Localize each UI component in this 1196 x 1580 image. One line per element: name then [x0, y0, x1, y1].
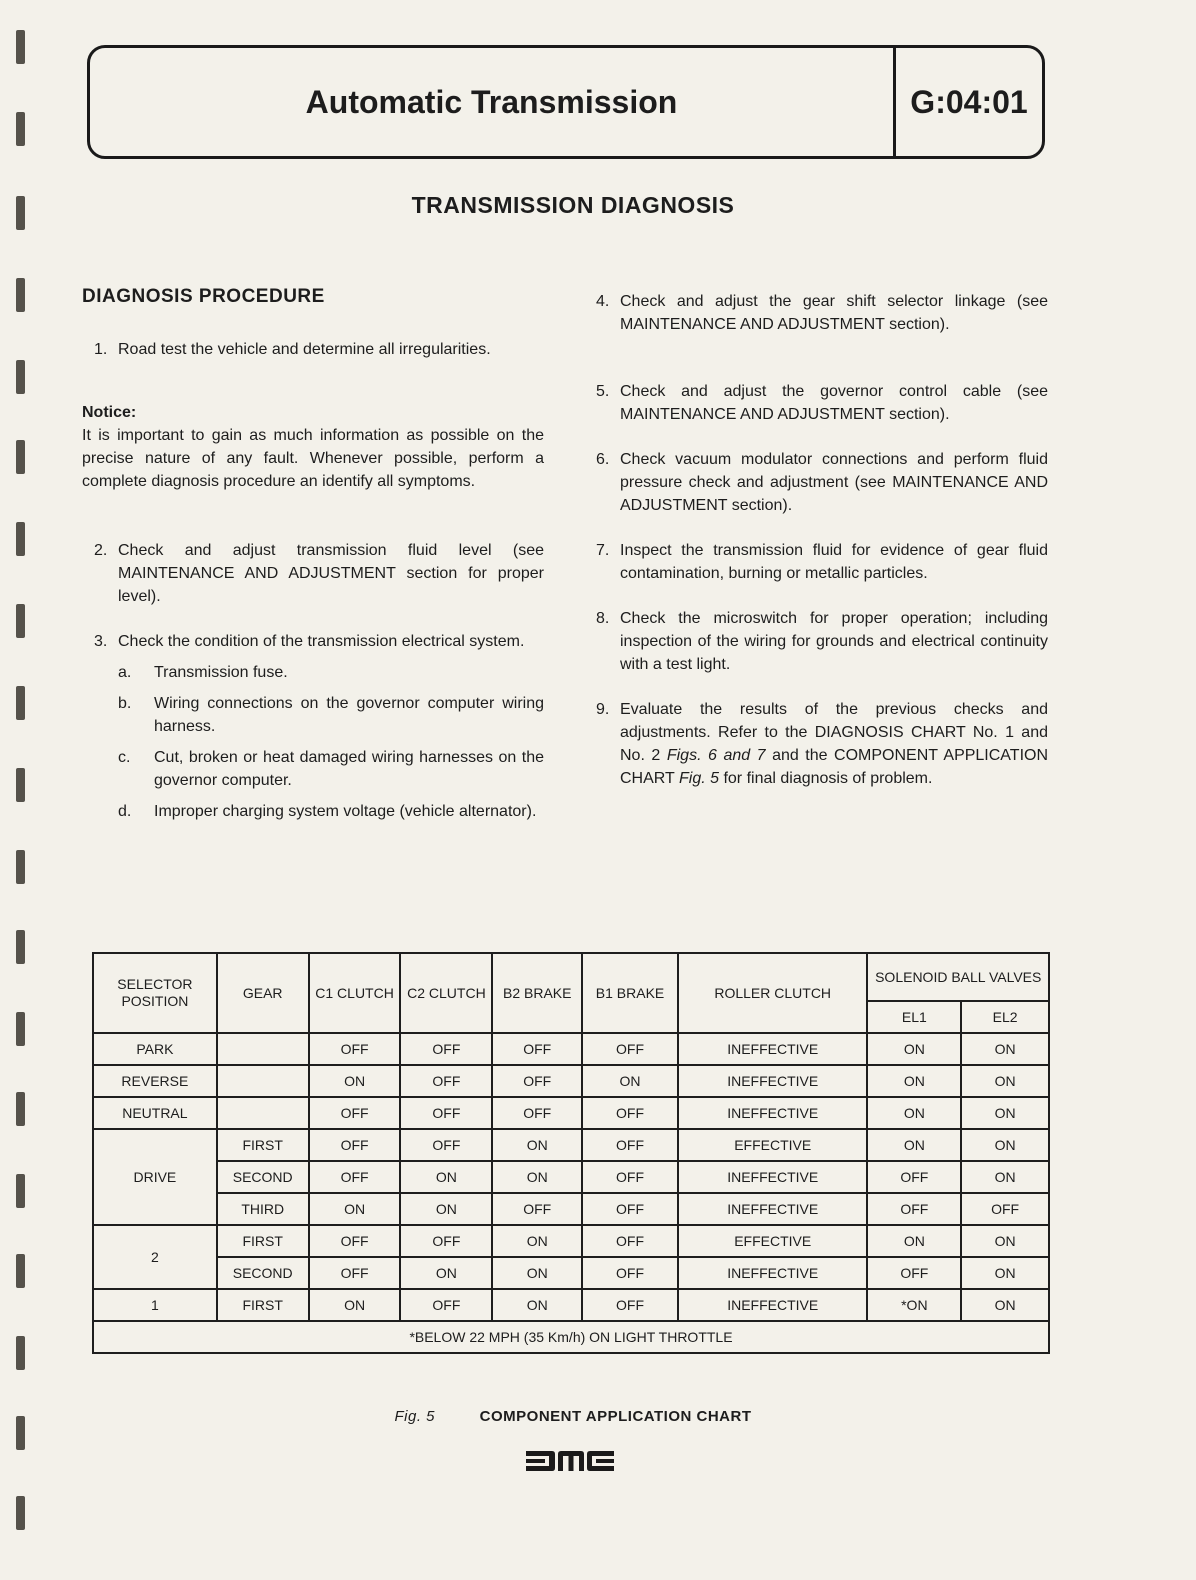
column-header: C1 CLUTCH: [309, 953, 401, 1033]
cell-c2: OFF: [400, 1033, 492, 1065]
cell-el1: OFF: [867, 1257, 961, 1289]
binder-hole: [16, 360, 25, 394]
component-application-table: [92, 952, 1050, 1354]
sub-item-text: Wiring connections on the governor computer wiring harness.: [154, 695, 544, 735]
cell-b2: OFF: [492, 1097, 582, 1129]
cell-c2: ON: [400, 1161, 492, 1193]
binder-hole: [16, 30, 25, 64]
left-column: [82, 285, 544, 823]
procedure-step: [596, 290, 1048, 336]
step-number: 3.: [94, 633, 108, 650]
cell-b2: ON: [492, 1129, 582, 1161]
binder-hole: [16, 1092, 25, 1126]
step-text: [620, 698, 1048, 790]
page-title: TRANSMISSION DIAGNOSIS: [411, 192, 735, 218]
cell-selector: DRIVE: [93, 1129, 217, 1225]
cell-gear: FIRST: [217, 1129, 309, 1161]
cell-roller: INEFFECTIVE: [678, 1161, 868, 1193]
column-header: SOLENOID BALL VALVES: [867, 953, 1049, 1001]
figure-number: Fig. 5: [394, 1408, 435, 1425]
cell-gear: FIRST: [217, 1289, 309, 1321]
cell-el2: ON: [961, 1289, 1049, 1321]
step-text: Check the microswitch for proper operation; including inspection of the wiring for grounds and electrical continuity with a test light.: [620, 610, 1048, 673]
cell-b1: OFF: [582, 1097, 678, 1129]
page-code: G:04:01: [910, 83, 1028, 120]
cell-c1: ON: [309, 1065, 401, 1097]
binder-hole: [16, 440, 25, 474]
cell-el2: ON: [961, 1161, 1049, 1193]
right-column: [596, 290, 1048, 790]
binder-hole: [16, 768, 25, 802]
table-row: [93, 1193, 1049, 1225]
binder-hole: [16, 1174, 25, 1208]
column-header: EL1: [867, 1001, 961, 1033]
cell-gear: [217, 1033, 309, 1065]
cell-el2: ON: [961, 1129, 1049, 1161]
step-text-part: and the COMPONENT APPLICATION CHART: [620, 747, 1049, 787]
figure-caption: [0, 1408, 1146, 1425]
cell-c1: OFF: [309, 1129, 401, 1161]
binder-hole: [16, 112, 25, 146]
cell-el1: *ON: [867, 1289, 961, 1321]
cell-el2: ON: [961, 1033, 1049, 1065]
cell-gear: [217, 1097, 309, 1129]
cell-el1: OFF: [867, 1193, 961, 1225]
procedure-step: [94, 338, 544, 361]
table-row: [93, 1033, 1049, 1065]
cell-b1: OFF: [582, 1129, 678, 1161]
sub-item-text: Cut, broken or heat damaged wiring harnesses on the governor computer.: [154, 749, 544, 789]
cell-el1: ON: [867, 1033, 961, 1065]
step-number: 6.: [596, 451, 610, 468]
step-number: 5.: [596, 383, 610, 400]
cell-b1: OFF: [582, 1033, 678, 1065]
cell-gear: SECOND: [217, 1161, 309, 1193]
cell-b1: OFF: [582, 1257, 678, 1289]
procedure-step: [94, 539, 544, 608]
figure-reference: Fig. 5: [678, 770, 719, 787]
cell-gear: FIRST: [217, 1225, 309, 1257]
column-header: B2 BRAKE: [492, 953, 582, 1033]
table-row: [93, 1161, 1049, 1193]
procedure-step: [596, 539, 1048, 585]
cell-c1: OFF: [309, 1097, 401, 1129]
cell-selector: NEUTRAL: [93, 1097, 217, 1129]
sub-item-text: Improper charging system voltage (vehicle alternator).: [154, 803, 537, 820]
cell-roller: INEFFECTIVE: [678, 1257, 868, 1289]
step-text: Check vacuum modulator connections and perform fluid pressure check and adjustment (see MAINTENANCE AND ADJUSTMENT section).: [620, 451, 1048, 514]
cell-b1: OFF: [582, 1193, 678, 1225]
cell-el1: ON: [867, 1097, 961, 1129]
cell-el1: ON: [867, 1065, 961, 1097]
cell-c2: OFF: [400, 1097, 492, 1129]
cell-b2: OFF: [492, 1033, 582, 1065]
cell-c2: OFF: [400, 1289, 492, 1321]
step-number: 4.: [596, 293, 610, 310]
sub-item: [118, 692, 544, 738]
step-number: 1.: [94, 341, 108, 358]
table-row: [93, 1097, 1049, 1129]
cell-el1: OFF: [867, 1161, 961, 1193]
step-number: 9.: [596, 701, 610, 718]
binder-hole: [16, 522, 25, 556]
cell-b1: OFF: [582, 1161, 678, 1193]
sub-item: [118, 800, 544, 823]
cell-gear: [217, 1065, 309, 1097]
figure-title: COMPONENT APPLICATION CHART: [479, 1408, 752, 1425]
binder-hole: [16, 1336, 25, 1370]
cell-el2: ON: [961, 1065, 1049, 1097]
sub-item: [118, 746, 544, 792]
sub-item-letter: a.: [118, 664, 132, 681]
cell-roller: INEFFECTIVE: [678, 1193, 868, 1225]
step-text-part: Evaluate the results of the previous checks and adjustments. Refer to the DIAGNOSIS CHART No. 1 and No. 2: [620, 701, 1048, 764]
table-row: [93, 1065, 1049, 1097]
cell-roller: INEFFECTIVE: [678, 1065, 868, 1097]
cell-roller: INEFFECTIVE: [678, 1289, 868, 1321]
cell-el2: ON: [961, 1257, 1049, 1289]
cell-roller: INEFFECTIVE: [678, 1097, 868, 1129]
cell-b2: OFF: [492, 1193, 582, 1225]
cell-c1: OFF: [309, 1033, 401, 1065]
column-header: EL2: [961, 1001, 1049, 1033]
cell-roller: EFFECTIVE: [678, 1225, 868, 1257]
step-number: 8.: [596, 610, 610, 627]
step-text: Check and adjust the governor control cable (see MAINTENANCE AND ADJUSTMENT section).: [620, 383, 1048, 423]
sub-item-text: Transmission fuse.: [154, 664, 288, 681]
procedure-step: [596, 448, 1048, 517]
cell-b2: ON: [492, 1225, 582, 1257]
cell-c1: ON: [309, 1193, 401, 1225]
step-number: 7.: [596, 542, 610, 559]
cell-c2: OFF: [400, 1225, 492, 1257]
binder-hole: [16, 686, 25, 720]
sub-item: [118, 661, 544, 684]
cell-roller: EFFECTIVE: [678, 1129, 868, 1161]
column-header: C2 CLUTCH: [400, 953, 492, 1033]
column-header: SELECTOR POSITION: [93, 953, 217, 1033]
procedure-step: [94, 630, 544, 653]
table-footnote-row: [93, 1321, 1049, 1353]
procedure-step: [596, 380, 1048, 426]
cell-c2: ON: [400, 1193, 492, 1225]
table-row: [93, 1225, 1049, 1257]
cell-el1: ON: [867, 1225, 961, 1257]
table-row: [93, 1129, 1049, 1161]
step-text: Inspect the transmission fluid for evidence of gear fluid contamination, burning or metallic particles.: [620, 542, 1048, 582]
cell-gear: THIRD: [217, 1193, 309, 1225]
cell-b1: OFF: [582, 1225, 678, 1257]
notice-label: Notice:: [82, 404, 137, 421]
cell-b1: ON: [582, 1065, 678, 1097]
cell-b2: OFF: [492, 1065, 582, 1097]
procedure-heading: DIAGNOSIS PROCEDURE: [82, 286, 325, 307]
notice: [82, 401, 544, 493]
table-footnote: *BELOW 22 MPH (35 Km/h) ON LIGHT THROTTLE: [93, 1321, 1049, 1353]
cell-c2: ON: [400, 1257, 492, 1289]
cell-b2: ON: [492, 1161, 582, 1193]
binder-hole: [16, 1254, 25, 1288]
cell-selector: REVERSE: [93, 1065, 217, 1097]
cell-el2: ON: [961, 1225, 1049, 1257]
cell-el2: OFF: [961, 1193, 1049, 1225]
procedure-step: [596, 607, 1048, 676]
dmc-logo-icon: [524, 1450, 616, 1472]
binder-hole: [16, 930, 25, 964]
cell-c1: OFF: [309, 1161, 401, 1193]
binder-hole: [16, 1496, 25, 1530]
table-row: [93, 1257, 1049, 1289]
step-text: Check and adjust the gear shift selector linkage (see MAINTENANCE AND ADJUSTMENT section).: [620, 293, 1048, 333]
binder-hole: [16, 1012, 25, 1046]
step-text: Check and adjust transmission fluid level (see MAINTENANCE AND ADJUSTMENT section for proper level).: [118, 542, 544, 605]
procedure-step: [596, 698, 1048, 790]
binder-hole: [16, 850, 25, 884]
binder-hole: [16, 604, 25, 638]
cell-selector: 2: [93, 1225, 217, 1289]
sub-item-letter: c.: [118, 749, 131, 766]
step-text: Road test the vehicle and determine all irregularities.: [118, 341, 491, 358]
section-title: Automatic Transmission: [305, 83, 678, 120]
cell-b2: ON: [492, 1257, 582, 1289]
figure-reference: Figs. 6 and 7: [666, 747, 766, 764]
column-header: B1 BRAKE: [582, 953, 678, 1033]
cell-el1: ON: [867, 1129, 961, 1161]
sub-item-letter: b.: [118, 695, 132, 712]
cell-c1: ON: [309, 1289, 401, 1321]
cell-c1: OFF: [309, 1257, 401, 1289]
notice-text: It is important to gain as much information as possible on the precise nature of any fault. Whenever possible, perform a complete diagnosis procedure an identify all symptoms.: [82, 427, 544, 490]
cell-el2: ON: [961, 1097, 1049, 1129]
cell-c2: OFF: [400, 1129, 492, 1161]
cell-selector: PARK: [93, 1033, 217, 1065]
table-row: [93, 1289, 1049, 1321]
cell-roller: INEFFECTIVE: [678, 1033, 868, 1065]
binder-hole: [16, 278, 25, 312]
column-header: GEAR: [217, 953, 309, 1033]
step-text: Check the condition of the transmission electrical system.: [118, 633, 525, 650]
cell-b1: OFF: [582, 1289, 678, 1321]
step-number: 2.: [94, 542, 108, 559]
sub-item-letter: d.: [118, 803, 132, 820]
page-header: [87, 45, 1045, 159]
cell-gear: SECOND: [217, 1257, 309, 1289]
step-text-part: for final diagnosis of problem.: [719, 770, 933, 787]
column-header: ROLLER CLUTCH: [678, 953, 868, 1033]
cell-c2: OFF: [400, 1065, 492, 1097]
cell-c1: OFF: [309, 1225, 401, 1257]
table-header-row: [93, 953, 1049, 1001]
cell-selector: 1: [93, 1289, 217, 1321]
cell-b2: ON: [492, 1289, 582, 1321]
